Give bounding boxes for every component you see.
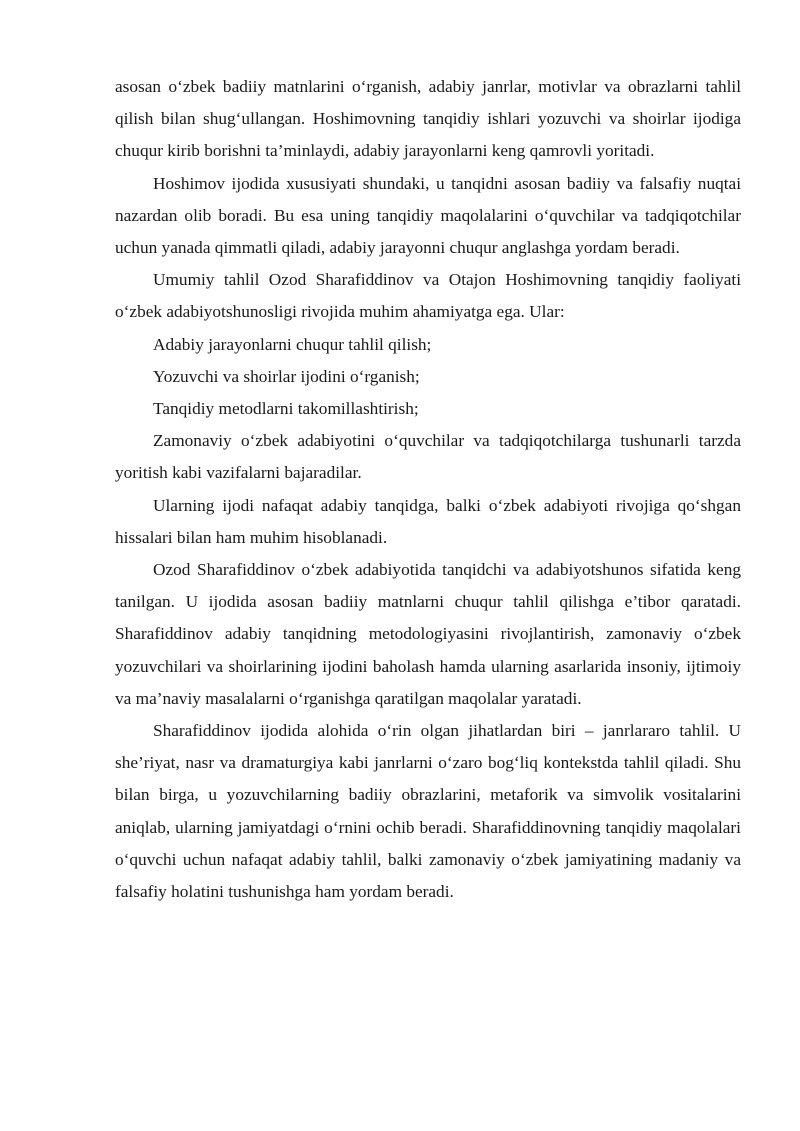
list-item-modern-literature: Zamonaviy o‘zbek adabiyotini o‘quvchilar va tadqiqotchilarga tushunarli tarzda yoritish kabi vazifalarni bajaradilar. <box>115 431 741 483</box>
document-page <box>115 71 741 908</box>
paragraph-sharafiddinov-genres: Sharafiddinov ijodida alohida o‘rin olgan jihatlardan biri – janrlararo tahlil. U she’riyat, nasr va dramaturgiya kabi janrlarni o‘zaro bog‘liq kontekstda tahlil qiladi. Shu bilan birga, u yozuvchilarning badiiy obrazlarini, metaforik va simvolik vositalarini aniqlab, ularning jamiyatdagi o‘rnini ochib beradi. Sharafiddinovning tanqidiy maqolalari o‘quvchi uchun nafaqat adabiy tahlil, balki zamonaviy o‘zbek jamiyatining madaniy va falsafiy holatini tushunishga ham yordam beradi. <box>115 721 741 902</box>
list-item-analysis: Adabiy jarayonlarni chuqur tahlil qilish; <box>153 334 432 354</box>
paragraph-contribution: Ularning ijodi nafaqat adabiy tanqidga, balki o‘zbek adabiyoti rivojiga qo‘shgan hissalari bilan ham muhim hisoblanadi. <box>115 495 741 547</box>
paragraph-continuation: asosan o‘zbek badiiy matnlarini o‘rganish, adabiy janrlar, motivlar va obrazlarni tahlil qilish bilan shug‘ullangan. Hoshimovning tanqidiy ishlari yozuvchi va shoirlar ijodiga chuqur kirib borishni ta’minlaydi, adabiy jarayonlarni keng qamrovli yoritadi. <box>115 77 741 161</box>
list-item-methods: Tanqidiy metodlarni takomillashtirish; <box>153 399 419 419</box>
list-item-study: Yozuvchi va shoirlar ijodini o‘rganish; <box>153 366 420 386</box>
paragraph-hoshimov-approach: Hoshimov ijodida xususiyati shundaki, u tanqidni asosan badiiy va falsafiy nuqtai nazardan olib boradi. Bu esa uning tanqidiy maqolalarini o‘quvchilar va tadqiqotchilar uchun yanada qimmatli qiladi, adabiy jarayonni chuqur anglashga yordam beradi. <box>115 173 741 258</box>
paragraph-sharafiddinov-intro: Ozod Sharafiddinov o‘zbek adabiyotida tanqidchi va adabiyotshunos sifatida keng tanilgan. U ijodida asosan badiiy matnlarni chuqur tahlil qilishga e’tibor qaratadi. Sharafiddinov adabiy tanqidning metodologiyasini rivojlantirish, zamonaviy o‘zbek yozuvchilari va shoirlarining ijodini baholash hamda ularning asarlarida insoniy, ijtimoiy va ma’naviy masalalarni o‘rganishga qaratilgan maqolalar yaratadi. <box>115 560 741 708</box>
paragraph-general-analysis: Umumiy tahlil Ozod Sharafiddinov va Otajon Hoshimovning tanqidiy faoliyati o‘zbek adabiyotshunosligi rivojida muhim ahamiyatga ega. Ular: <box>115 270 741 322</box>
